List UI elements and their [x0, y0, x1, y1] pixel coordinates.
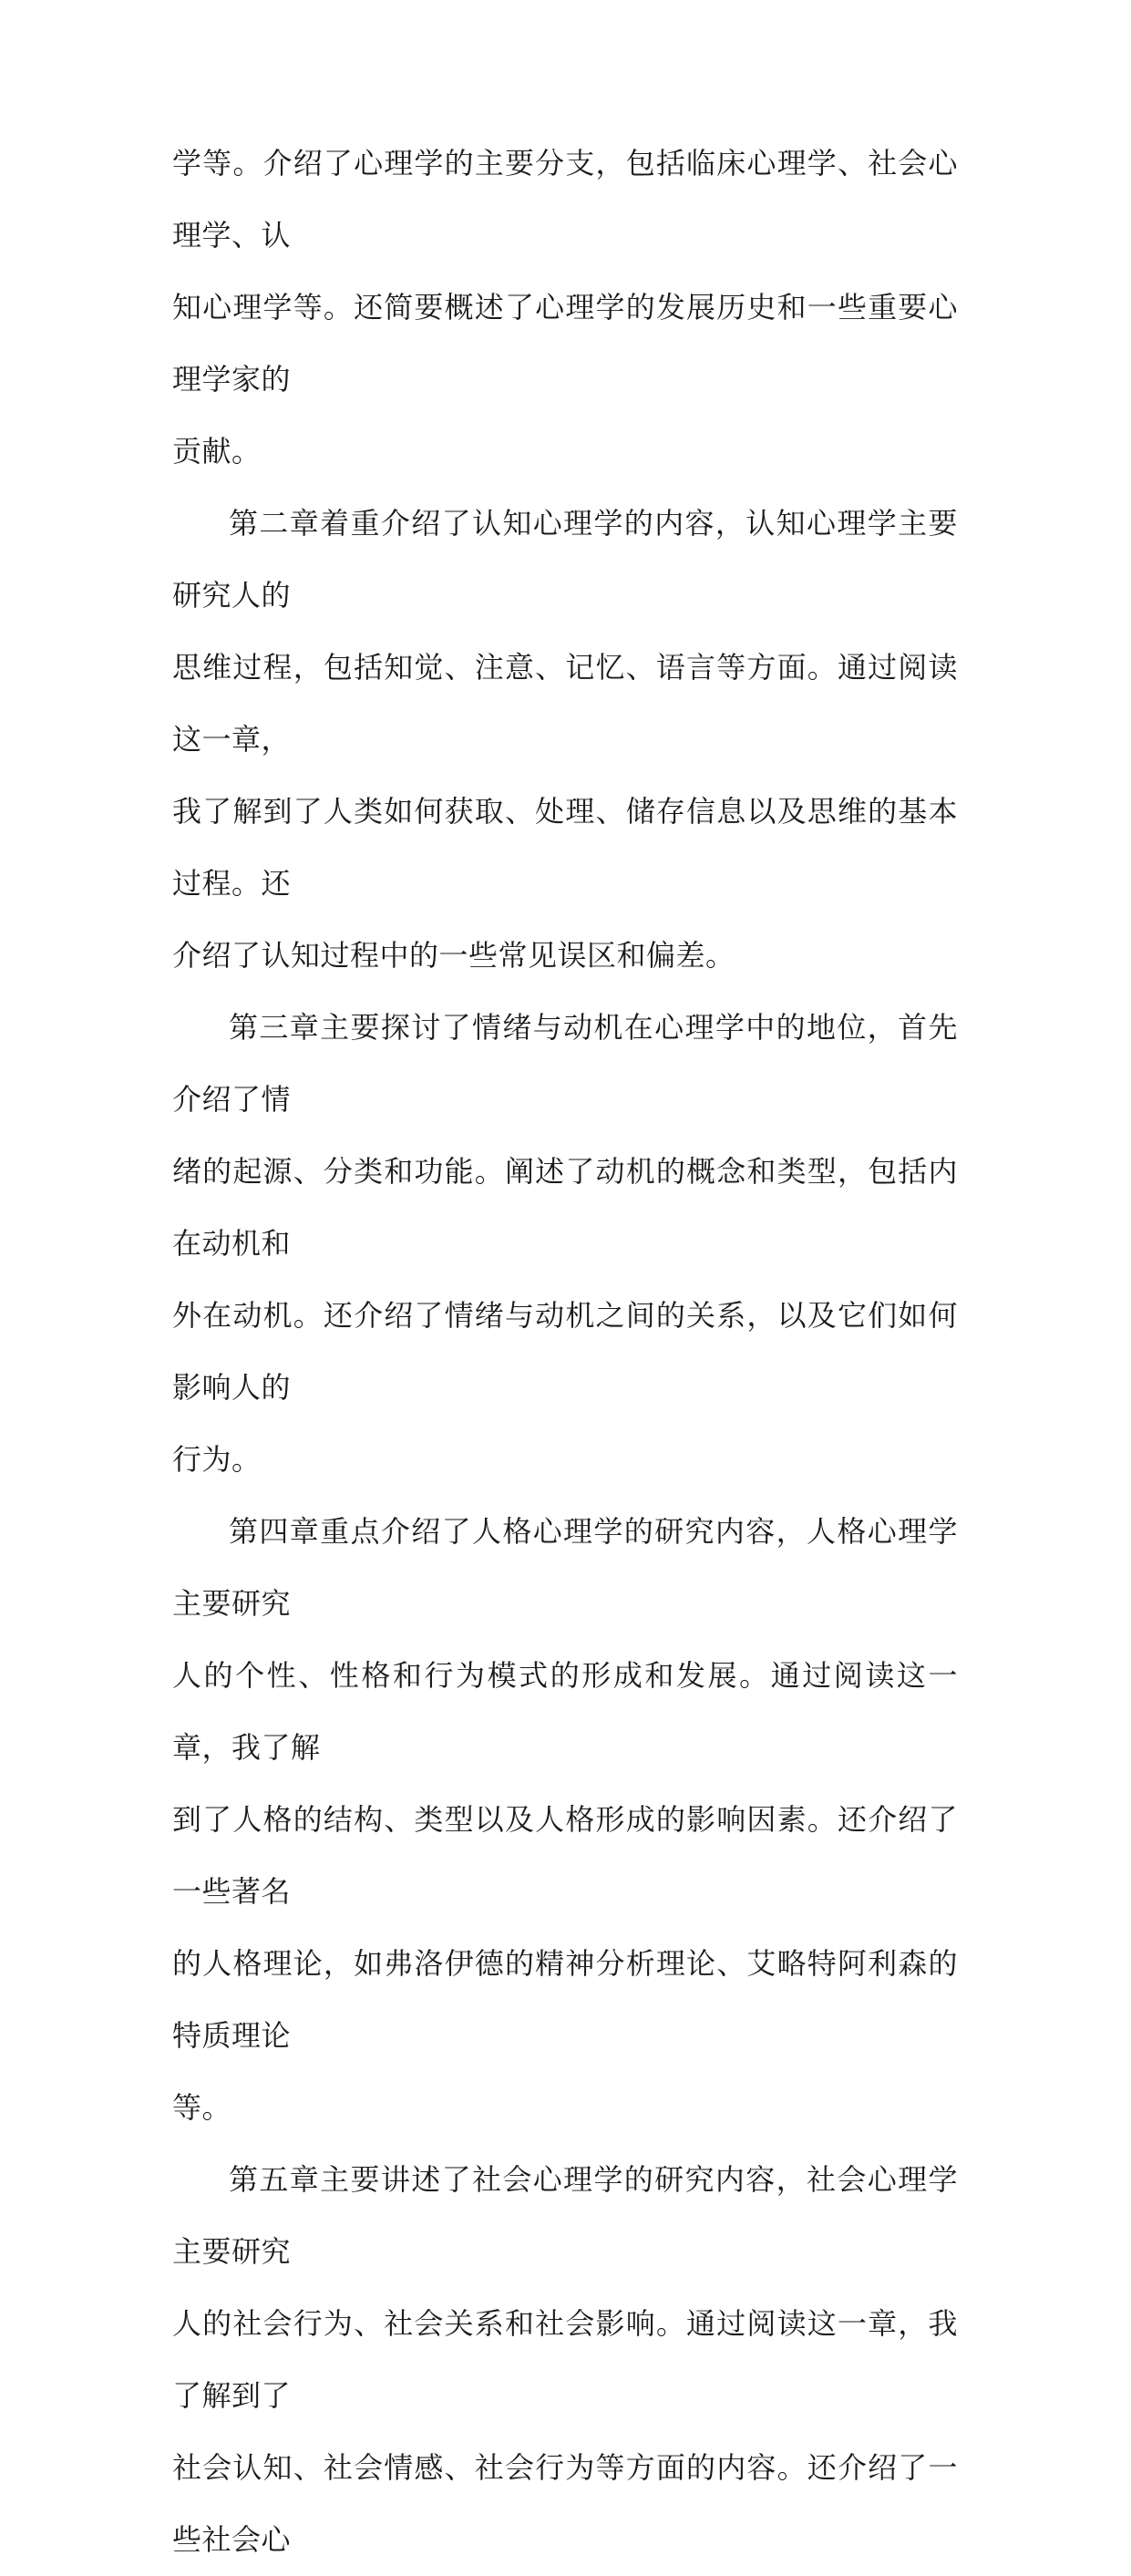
text-line: 第五章主要讲述了社会心理学的研究内容，社会心理学主要研究 [172, 2162, 958, 2269]
text-line: 第二章着重介绍了认知心理学的内容，认知心理学主要研究人的 [172, 506, 958, 613]
text-line: 第四章重点介绍了人格心理学的研究内容，人格心理学主要研究 [172, 1514, 958, 1621]
text-line: 思维过程，包括知觉、注意、记忆、语言等方面。通过阅读这一章， [172, 650, 958, 757]
text-line: 贡献。 [172, 434, 262, 469]
text-line: 绪的起源、分类和功能。阐述了动机的概念和类型，包括内在动机和 [172, 1154, 958, 1261]
text-line: 外在动机。还介绍了情绪与动机之间的关系，以及它们如何影响人的 [172, 1298, 958, 1405]
text-line: 学等。介绍了心理学的主要分支，包括临床心理学、社会心理学、认 [172, 146, 958, 252]
text-line: 等。 [172, 2090, 232, 2125]
paragraph-chapter-4 [172, 1496, 958, 2144]
text-line: 人的个性、性格和行为模式的形成和发展。通过阅读这一章，我了解 [172, 1658, 958, 1765]
text-line: 知心理学等。还简要概述了心理学的发展历史和一些重要心理学家的 [172, 290, 958, 397]
text-line: 第三章主要探讨了情绪与动机在心理学中的地位，首先介绍了情 [172, 1010, 958, 1117]
paragraph-chapter-3 [172, 992, 958, 1496]
text-line: 社会认知、社会情感、社会行为等方面的内容。还介绍了一些社会心 [172, 2450, 958, 2557]
text-line: 的人格理论，如弗洛伊德的精神分析理论、艾略特阿利森的特质理论 [172, 1946, 958, 2053]
text-line: 到了人格的结构、类型以及人格形成的影响因素。还介绍了一些著名 [172, 1802, 958, 1909]
text-line: 行为。 [172, 1442, 262, 1477]
text-line: 介绍了认知过程中的一些常见误区和偏差。 [172, 938, 735, 973]
paragraph-chapter-2 [172, 488, 958, 992]
document-body [172, 128, 958, 2576]
paragraph-chapter-5 [172, 2144, 958, 2576]
text-line: 人的社会行为、社会关系和社会影响。通过阅读这一章，我了解到了 [172, 2306, 958, 2413]
text-line: 我了解到了人类如何获取、处理、储存信息以及思维的基本过程。还 [172, 794, 958, 901]
paragraph-intro-continuation [172, 128, 958, 488]
